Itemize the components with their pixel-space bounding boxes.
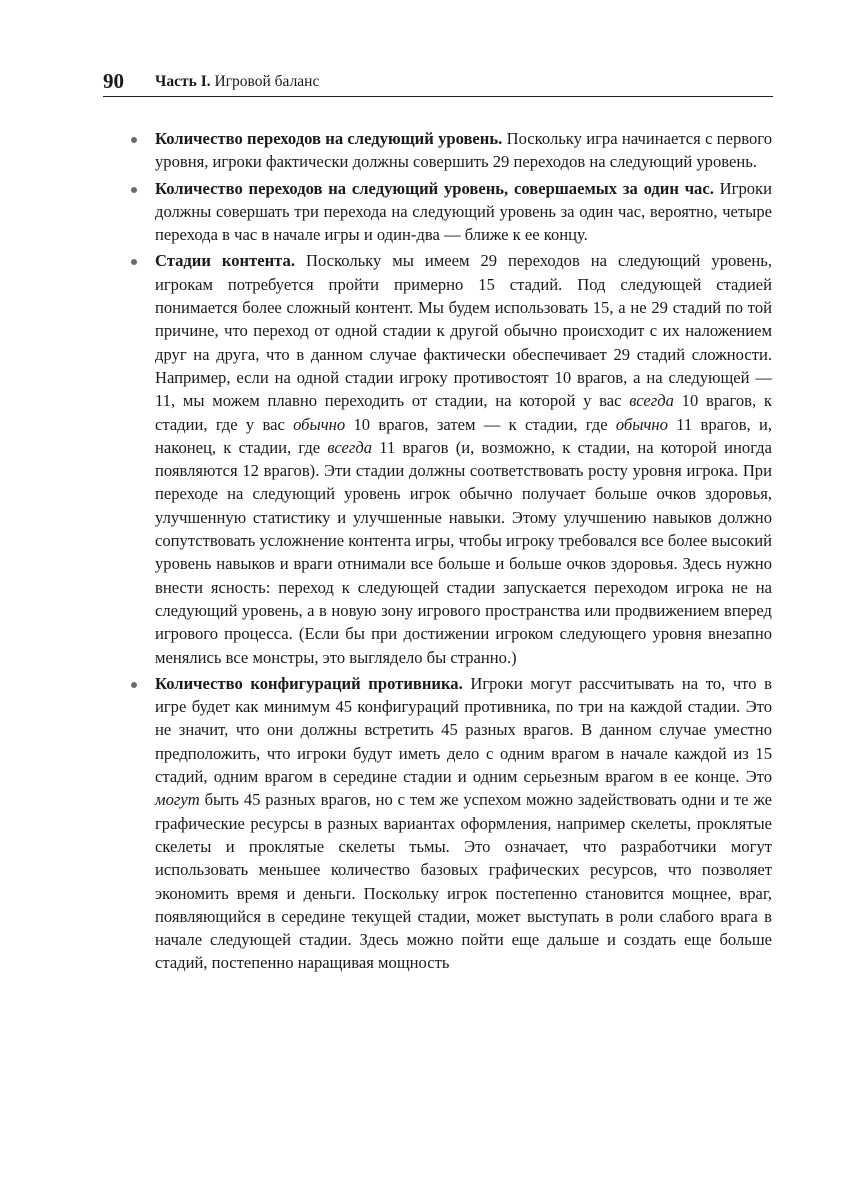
bullet-icon [131, 682, 137, 688]
item-text: 10 врагов, к стадии, где у вас [155, 391, 772, 434]
item-lead: Количество конфигураций противника. [155, 673, 463, 693]
item-text: 11 врагов (и, возможно, к стадии, на которой иногда появляются 12 врагов). Эти стадии должны соответствовать росту уровня игрока. При переходе на следующий уровень игрок обычно получает больше очков здоровья, улучшенную статистику и улучшенные навыки. Этому улучшению навыков должно сопутствовать усложнение контента игры, чтобы игроку требовался все более высокий уровень навыков и враги отнимали все больше и больше очков здоровья. Здесь нужно внести ясность: переход к следующей стадии запускается переходом игрока не на следующий уровень, а в новую зону игрового пространства или продвижением вперед игрового процесса. (Если бы при достижении игроком следующего уровня внезапно менялись все монстры, это выглядело бы странно.) [155, 437, 772, 667]
emphasis-text: могут [155, 790, 200, 810]
item-text: 11 врагов, и, наконец, к стадии, где [155, 414, 773, 457]
emphasis-text: всегда [327, 437, 373, 457]
emphasis-text: обычно [293, 414, 346, 434]
paragraph [155, 127, 772, 174]
bullet-icon [131, 137, 137, 143]
list-item [155, 672, 772, 975]
item-lead: Стадии контента. [155, 251, 295, 271]
item-lead: Количество переходов на следующий уровень, совершаемых за один час. [155, 178, 714, 198]
list-item [155, 249, 772, 668]
list-item [155, 127, 772, 174]
item-text: Игроки могут рассчитывать на то, что в игре будет как минимум 45 конфигураций противника, по три на каждой стадии. Это не значит, что они должны встретить 45 разных врагов. В данном случае уместно предположить, что игроки будут иметь дело с одним врагом в начале каждой из 15 стадий, одним врагом в середине стадии и одним серьезным врагом в ее конце. Это [155, 673, 772, 787]
item-text: 10 врагов, затем — к стадии, где [345, 414, 616, 434]
bullet-icon [131, 259, 137, 265]
item-text: быть 45 разных врагов, но с тем же успехом можно задействовать одни и те же графические ресурсы в разных вариантах оформления, например скелеты, проклятые скелеты и проклятые скелеты тьмы. Это означает, что разработчики могут использовать меньшее количество базовых графических ресурсов, что позволяет экономить время и деньги. Поскольку игрок постепенно становится мощнее, враг, появляющийся в середине текущей стадии, может выступать в роли слабого врага в начале следующей стадии. Здесь можно пойти еще дальше и создать еще больше стадий, постепенно наращивая мощность [155, 790, 772, 973]
paragraph [155, 672, 772, 975]
item-text: Поскольку мы имеем 29 переходов на следующий уровень, игрокам потребуется пройти примерно 15 стадий. Под следующей стадией понимается более сложный контент. Мы будем использовать 15, а не 29 стадий по той причине, что переход от одной стадии к другой обычно происходит с их наложением друг на друга, что в данном случае фактически обеспечивает 29 стадий сложности. Например, если на одной стадии игроку противостоят 10 врагов, а на следующей — 11, мы можем плавно переходить от стадии, на которой у вас [155, 251, 773, 411]
header-part-label: Часть I. [155, 73, 211, 90]
header-part-title: Игровой баланс [214, 73, 320, 90]
running-header [103, 70, 773, 97]
paragraph [155, 177, 772, 247]
page-number: 90 [103, 69, 124, 93]
bullet-list [155, 127, 772, 975]
item-text: Игроки должны совершать три перехода на следующий уровень за один час, вероятно, четыре перехода в час в начале игры и один-два — ближе к ее концу. [155, 178, 772, 245]
bullet-icon [131, 187, 137, 193]
item-lead: Количество переходов на следующий уровень. [155, 129, 503, 148]
list-item [155, 177, 772, 247]
page-body [155, 127, 772, 978]
paragraph [155, 249, 772, 668]
emphasis-text: обычно [615, 414, 668, 434]
emphasis-text: всегда [629, 391, 674, 411]
header-title [155, 73, 319, 91]
item-text: Поскольку игра начинается с первого уровня, игроки фактически должны совершить 29 переходов на следующий уровень. [155, 129, 772, 172]
